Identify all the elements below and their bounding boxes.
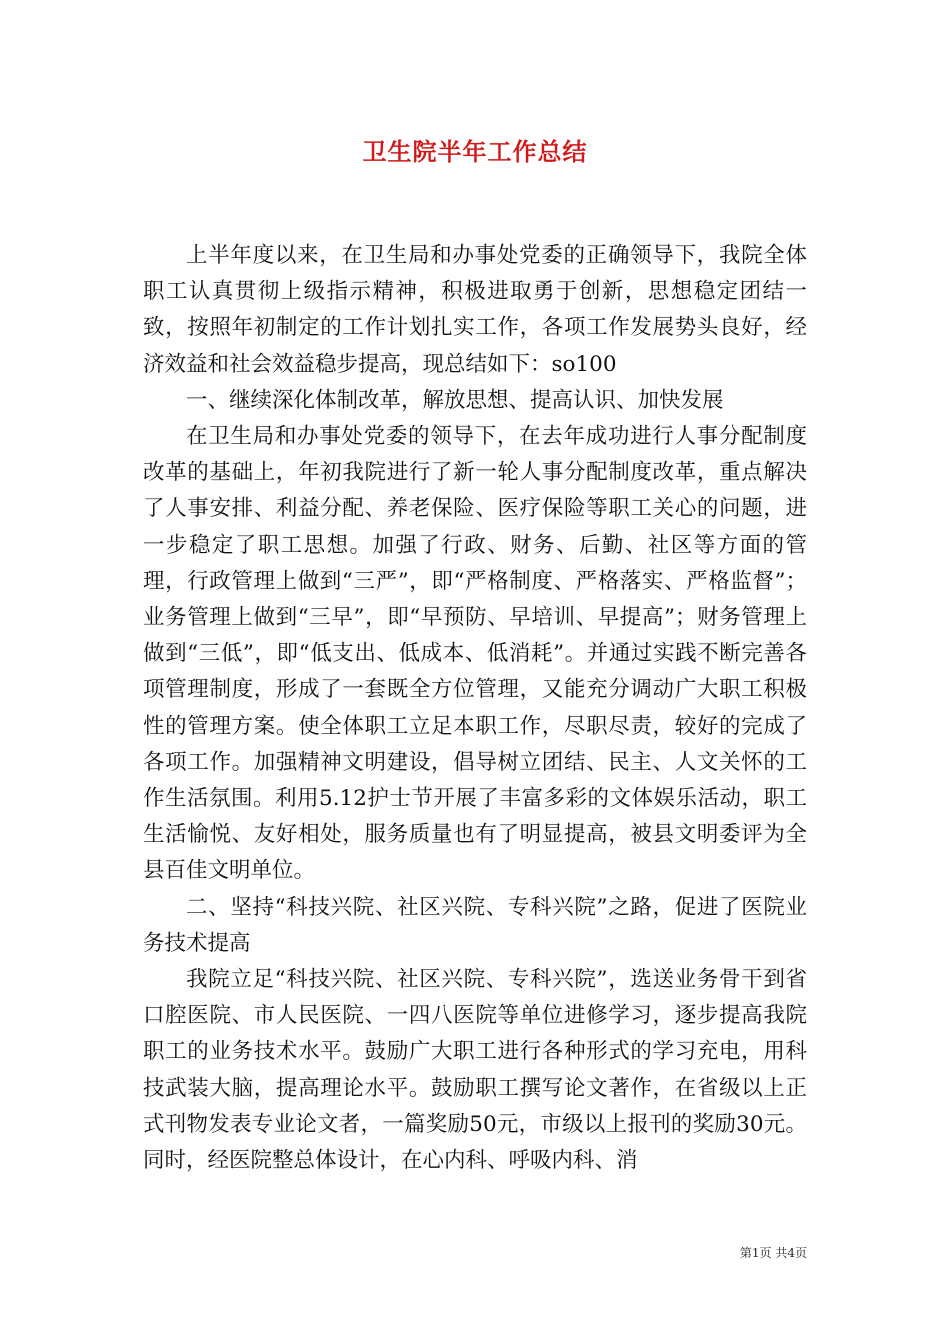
page-number: 第1页 共4页 xyxy=(739,1246,807,1260)
paragraph-intro: 上半年度以来，在卫生局和办事处党委的正确领导下，我院全体职工认真贯彻上级指示精神，积极进取勇于创新，思想稳定团结一致，按照年初制定的工作计划扎实工作，各项工作发展势头良好，经济效益和社会效益稳步提高，现总结如下：so100 xyxy=(143,243,807,377)
document-title: 卫生院半年工作总结 xyxy=(362,137,588,166)
paragraph-section-1: 在卫生局和办事处党委的领导下，在去年成功进行人事分配制度改革的基础上，年初我院进行了新一轮人事分配制度改革，重点解决了人事安排、利益分配、养老保险、医疗保险等职工关心的问题，进一步稳定了职工思想。加强了行政、财务、后勤、社区等方面的管理，行政管理上做到“三严”，即“严格制度、严格落实、严格监督”；业务管理上做到“三早”，即“早预防、早培训、早提高”；财务管理上做到“三低”，即“低支出、低成本、低消耗”。并通过实践不断完善各项管理制度，形成了一套既全方位管理，又能充分调动广大职工积极性的管理方案。使全体职工立足本职工作，尽职尽责，较好的完成了各项工作。加强精神文明建设，倡导树立团结、民主、人文关怀的工作生活氛围。利用5.12护士节开展了丰富多彩的文体娱乐活动，职工生活愉悦、友好相处，服务质量也有了明显提高，被县文明委评为全县百佳文明单位。 xyxy=(143,424,808,884)
section-heading-2: 二、坚持“科技兴院、社区兴院、专科兴院”之路，促进了医院业务技术提高 xyxy=(143,894,807,956)
section-heading-1: 一、继续深化体制改革，解放思想、提高认识、加快发展 xyxy=(186,387,724,413)
paragraph-section-2: 我院立足“科技兴院、社区兴院、专科兴院”，选送业务骨干到省口腔医院、市人民医院、一四八医院等单位进修学习，逐步提高我院职工的业务技术水平。鼓励广大职工进行各种形式的学习充电，用科技武装大脑，提高理论水平。鼓励职工撰写论文著作，在省级以上正式刊物发表专业论文者，一篇奖励50元，市级以上报刊的奖励30元。同时，经医院整总体设计，在心内科、呼吸内科、消 xyxy=(143,967,808,1174)
document-body xyxy=(143,238,807,1179)
